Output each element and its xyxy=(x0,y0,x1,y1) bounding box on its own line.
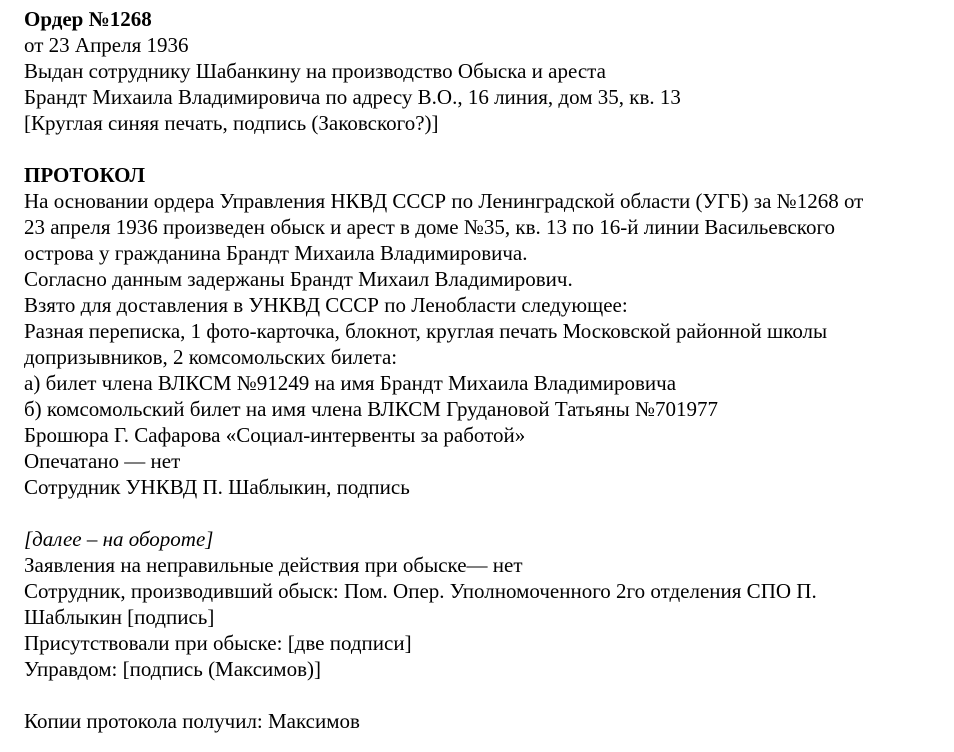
document xyxy=(24,6,944,734)
reverse-line: Шаблыкин [подпись] xyxy=(24,605,215,629)
protocol-line: Опечатано — нет xyxy=(24,449,181,473)
protocol-line: Сотрудник УНКВД П. Шаблыкин, подпись xyxy=(24,475,410,499)
protocol-line: Согласно данным задержаны Брандт Михаил Владимирович. xyxy=(24,267,573,291)
reverse-line: Присутствовали при обыске: [две подписи] xyxy=(24,631,412,655)
copies-line: Копии протокола получил: Максимов xyxy=(24,709,360,733)
protocol-line: Брошюра Г. Сафарова «Социал-интервенты за работой» xyxy=(24,423,526,447)
protocol-line: На основании ордера Управления НКВД СССР по Ленинградской области (УГБ) за №1268 от xyxy=(24,189,864,213)
reverse-note: [далее – на обороте] xyxy=(24,527,214,551)
order-title: Ордер №1268 xyxy=(24,7,152,31)
protocol-line: б) комсомольский билет на имя члена ВЛКСМ Грудановой Татьяны №701977 xyxy=(24,397,718,421)
reverse-line: Сотрудник, производивший обыск: Пом. Опер. Уполномоченного 2го отделения СПО П. xyxy=(24,579,817,603)
order-issued-line: Выдан сотруднику Шабанкину на производство Обыска и ареста xyxy=(24,59,606,83)
protocol-line: допризывников, 2 комсомольских билета: xyxy=(24,345,398,369)
reverse-line: Управдом: [подпись (Максимов)] xyxy=(24,657,321,681)
protocol-title: ПРОТОКОЛ xyxy=(24,163,146,187)
protocol-line: 23 апреля 1936 произведен обыск и арест в доме №35, кв. 13 по 16-й линии Васильевского xyxy=(24,215,836,239)
order-date: от 23 Апреля 1936 xyxy=(24,33,189,57)
order-seal-note: [Круглая синяя печать, подпись (Заковского?)] xyxy=(24,111,439,135)
protocol-line: Взято для доставления в УНКВД СССР по Ленобласти следующее: xyxy=(24,293,628,317)
section-gap xyxy=(24,500,944,526)
protocol-line: острова у гражданина Брандт Михаила Владимировича. xyxy=(24,241,528,265)
section-gap xyxy=(24,682,944,708)
order-address-line: Брандт Михаила Владимировича по адресу В.О., 16 линия, дом 35, кв. 13 xyxy=(24,85,681,109)
reverse-line: Заявления на неправильные действия при обыске— нет xyxy=(24,553,523,577)
protocol-line: а) билет члена ВЛКСМ №91249 на имя Брандт Михаила Владимировича xyxy=(24,371,677,395)
section-gap xyxy=(24,136,944,162)
protocol-line: Разная переписка, 1 фото-карточка, блокнот, круглая печать Московской районной школы xyxy=(24,319,828,343)
